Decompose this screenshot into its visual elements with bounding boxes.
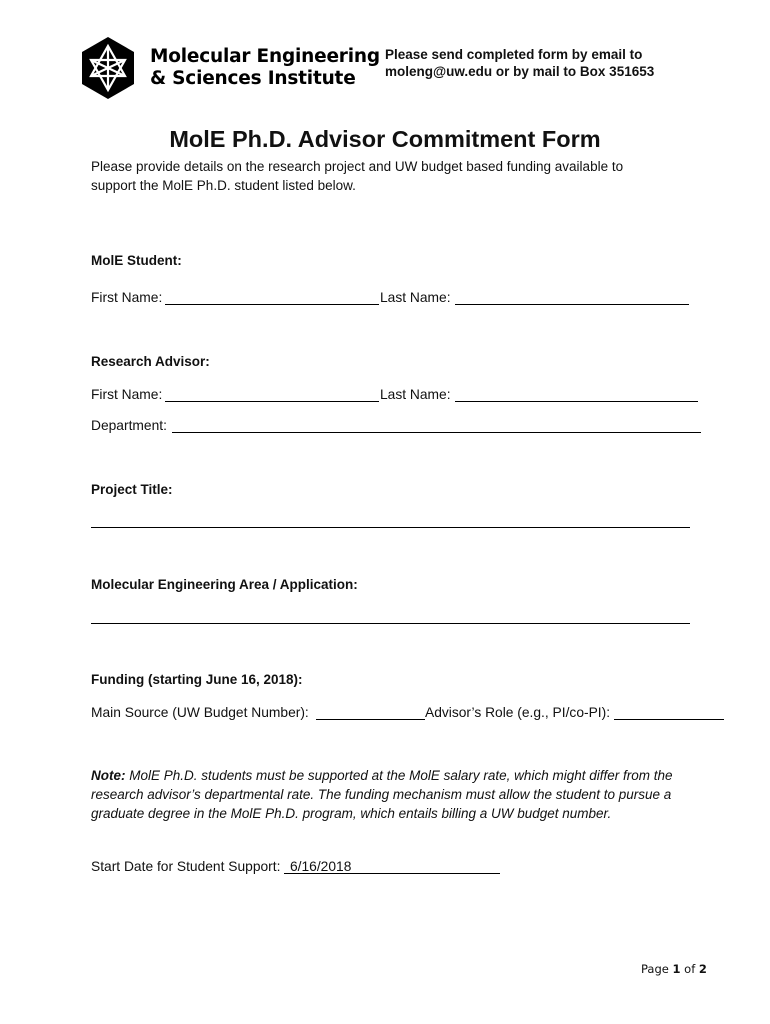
note-label: Note: [91, 768, 126, 783]
advisor-role-field[interactable] [614, 705, 724, 720]
student-first-name-label: First Name: [91, 290, 163, 305]
institute-logo [80, 36, 136, 100]
page-word: Page [641, 962, 669, 976]
area-field[interactable] [91, 609, 690, 624]
student-last-name-field[interactable] [455, 290, 689, 305]
send-instructions-line-2: moleng@uw.edu or by mail to Box 351653 [385, 64, 655, 79]
start-date-value: 6/16/2018 [290, 859, 352, 874]
area-heading: Molecular Engineering Area / Application: [91, 577, 358, 592]
main-source-field[interactable] [316, 705, 425, 720]
note-line-1 [91, 766, 731, 785]
funding-heading: Funding (starting June 16, 2018): [91, 672, 303, 687]
advisor-last-name-label: Last Name: [380, 387, 451, 402]
note-line-2: research advisor’s departmental rate. The funding mechanism must allow the student to pursue a [91, 787, 672, 802]
advisor-role-label: Advisor’s Role (e.g., PI/co-PI): [425, 705, 611, 720]
start-date-label: Start Date for Student Support: [91, 859, 281, 874]
molecule-icon [80, 36, 136, 100]
project-title-field[interactable] [91, 513, 690, 528]
student-last-name-label: Last Name: [380, 290, 451, 305]
department-field[interactable] [172, 418, 701, 433]
form-title: MolE Ph.D. Advisor Commitment Form [169, 126, 601, 152]
logo-line-2: & Sciences Institute [150, 68, 356, 89]
advisor-first-name-field[interactable] [165, 387, 379, 402]
intro-line-1: Please provide details on the research project and UW budget based funding available to [91, 159, 624, 174]
logo-line-1: Molecular Engineering [150, 46, 380, 67]
intro-line-2: support the MolE Ph.D. student listed below. [91, 178, 356, 193]
page-of: of [684, 962, 696, 976]
page-total: 2 [698, 962, 707, 976]
advisor-heading: Research Advisor: [91, 354, 210, 369]
student-heading: MolE Student: [91, 253, 182, 268]
start-date-field[interactable] [284, 859, 500, 874]
department-label: Department: [91, 418, 167, 433]
page-number [641, 962, 707, 976]
send-instructions-line-1: Please send completed form by email to [385, 47, 643, 62]
advisor-first-name-label: First Name: [91, 387, 163, 402]
project-title-heading: Project Title: [91, 482, 173, 497]
main-source-label: Main Source (UW Budget Number): [91, 705, 309, 720]
student-first-name-field[interactable] [165, 290, 379, 305]
advisor-last-name-field[interactable] [455, 387, 698, 402]
page-current: 1 [672, 962, 681, 976]
note-text-1: MolE Ph.D. students must be supported at the MolE salary rate, which might differ from the [125, 768, 673, 783]
note-line-3: graduate degree in the MolE Ph.D. program, which entails billing a UW budget number. [91, 806, 612, 821]
